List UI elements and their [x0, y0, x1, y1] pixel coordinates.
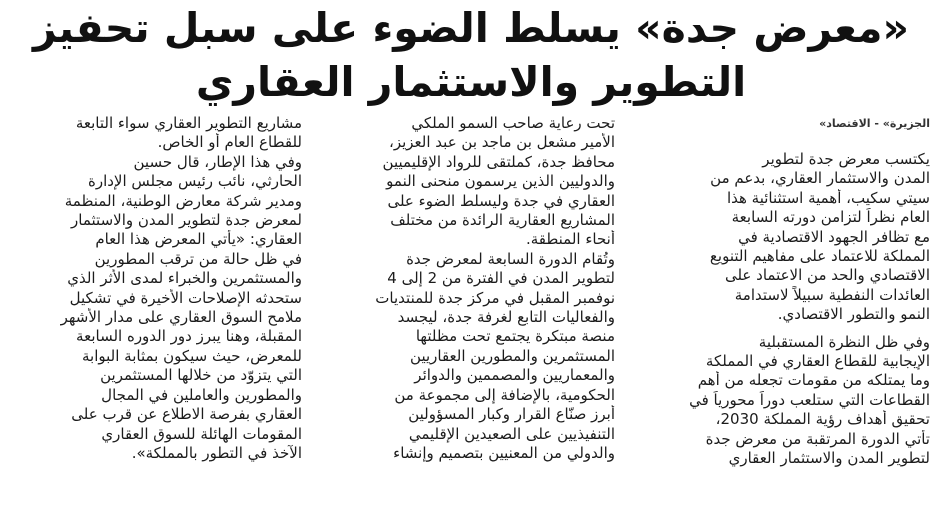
column-line: ومدير شركة معارض الوطنية، المنظمة: [64, 191, 302, 210]
column-line: المملكة للاعتماد على مفاهيم التنويع: [709, 247, 930, 266]
column-line: في ظل حالة من ترقب المطورين: [94, 249, 302, 268]
column-line: والمعماريين والمصممين والدوائر: [414, 366, 615, 385]
column-line: منصة مبتكرة يجتمع تحت مظلتها: [415, 327, 615, 346]
column-line: وما يمتلكه من مقومات تجعله من أهم: [697, 371, 930, 390]
column-line: للمعرض، حيث سيكون بمثابة البوابة: [82, 346, 302, 365]
column-line: المقبلة، وهنا يبرز دور الدوره السابعة: [76, 327, 302, 346]
column-line: وفي ظل النظرة المستقبلية: [758, 332, 930, 351]
column-line: العائدات النفطية سبيلاً لاستدامة: [734, 285, 930, 304]
column-line: سيتي سكيب، أهمية استثنائية هذا: [726, 188, 930, 207]
column-line: مع تظافر الجهود الاقتصادية في: [738, 227, 930, 246]
column-line: الحكومية، بالإضافة إلى مجموعة من: [394, 385, 615, 404]
column-line: وفي هذا الإطار، قال حسين: [133, 152, 302, 171]
column-line: والمطورين والعاملين في المجال: [101, 385, 302, 404]
column-line: وتُقام الدورة السابعة لمعرض جدة: [406, 249, 615, 268]
column-line: العقاري بفرصة الاطلاع عن قرب على: [71, 405, 302, 424]
column-line: محافظ جدة، كملتقى للرواد الإقليميين: [382, 152, 615, 171]
column-line: تحت رعاية صاحب السمو الملكي: [411, 114, 615, 132]
column-line: الاقتصادي والحد من الاعتماد على: [724, 266, 930, 285]
column-line: نوفمبر المقبل في مركز جدة للمنتديات: [375, 288, 615, 307]
column-line: والفعاليات التابع لغرفة جدة، ليجسد: [397, 308, 615, 327]
column-line: الآخذ في التطور بالمملكة».: [131, 443, 302, 462]
column-line: أبرز صنّاع القرار وكبار المسؤولين: [408, 405, 615, 424]
column-line: يكتسب معرض جدة لتطوير: [762, 150, 930, 168]
column-line: المقومات الهائلة للسوق العقاري: [101, 424, 302, 443]
article-column-middle: [323, 114, 615, 514]
column-line: والدوليين الذين يرسمون منحنى النمو: [386, 172, 615, 191]
column-line: الحارثي، نائب رئيس مجلس الإدارة: [87, 172, 302, 191]
article-column-left: [10, 114, 302, 514]
column-line: الإيجابية للقطاع العقاري في المملكة: [705, 352, 930, 371]
headline-line-2: التطوير والاستثمار العقاري: [195, 58, 747, 106]
headline-line-1: «معرض جدة» يسلط الضوء على سبل تحفيز: [32, 4, 910, 52]
column-line: مشاريع التطوير العقاري سواء التابعة: [75, 114, 302, 132]
column-line: التي يتزوّد من خلالها المستثمرين: [100, 366, 302, 385]
column-line: المستثمرين والمطورين العقاريين: [410, 346, 615, 365]
column-line: ملامح السوق العقاري على مدار الأشهر: [60, 308, 302, 327]
column-line: العقاري في جدة وليسلط الضوء على: [387, 191, 615, 210]
paragraph-gap: [638, 325, 930, 333]
column-line: ستحدثه الإصلاحات الأخيرة في تشكيل: [69, 288, 302, 307]
column-line: القطاعات التي ستلعب دوراً محورياً في: [689, 390, 930, 409]
column-line: للقطاع العام أو الخاص.: [157, 133, 302, 152]
column-line: المشاريع العقارية الرائدة من مختلف: [390, 211, 615, 230]
column-line: المدن والاستثمار العقاري، بدعم من: [710, 169, 930, 188]
column-line: والدولي من المعنيين بتصميم وإنشاء: [393, 443, 615, 462]
column-line: الأمير مشعل بن ماجد بن عبد العزيز،: [388, 133, 615, 152]
column-line: تحقيق أهداف رؤية المملكة 2030،: [715, 410, 930, 429]
column-line: التنفيذيين على الصعيدين الإقليمي: [408, 424, 615, 443]
column-line: النمو والتطور الاقتصادي.: [777, 305, 930, 324]
column-line: تأتي الدورة المرتقبة من معرض جدة: [705, 429, 930, 448]
column-line: أنحاء المنطقة.: [525, 230, 615, 249]
column-line: لمعرض جدة لتطوير المدن والاستثمار: [71, 211, 302, 230]
article-column-right: [638, 114, 930, 514]
column-line: لتطوير المدن في الفترة من 2 إلى 4: [387, 269, 615, 288]
column-line: العام نظراً لتزامن دورته السابعة: [731, 208, 930, 227]
dateline: الجزيرة» - الاقتصاد»: [819, 117, 930, 130]
column-line: والمستثمرين والخبراء لمدى الأثر الذي: [67, 269, 302, 288]
column-line: لتطوير المدن والاستثمار العقاري: [728, 449, 930, 468]
column-line: العقاري: «يأتي المعرض هذا العام: [95, 230, 302, 249]
